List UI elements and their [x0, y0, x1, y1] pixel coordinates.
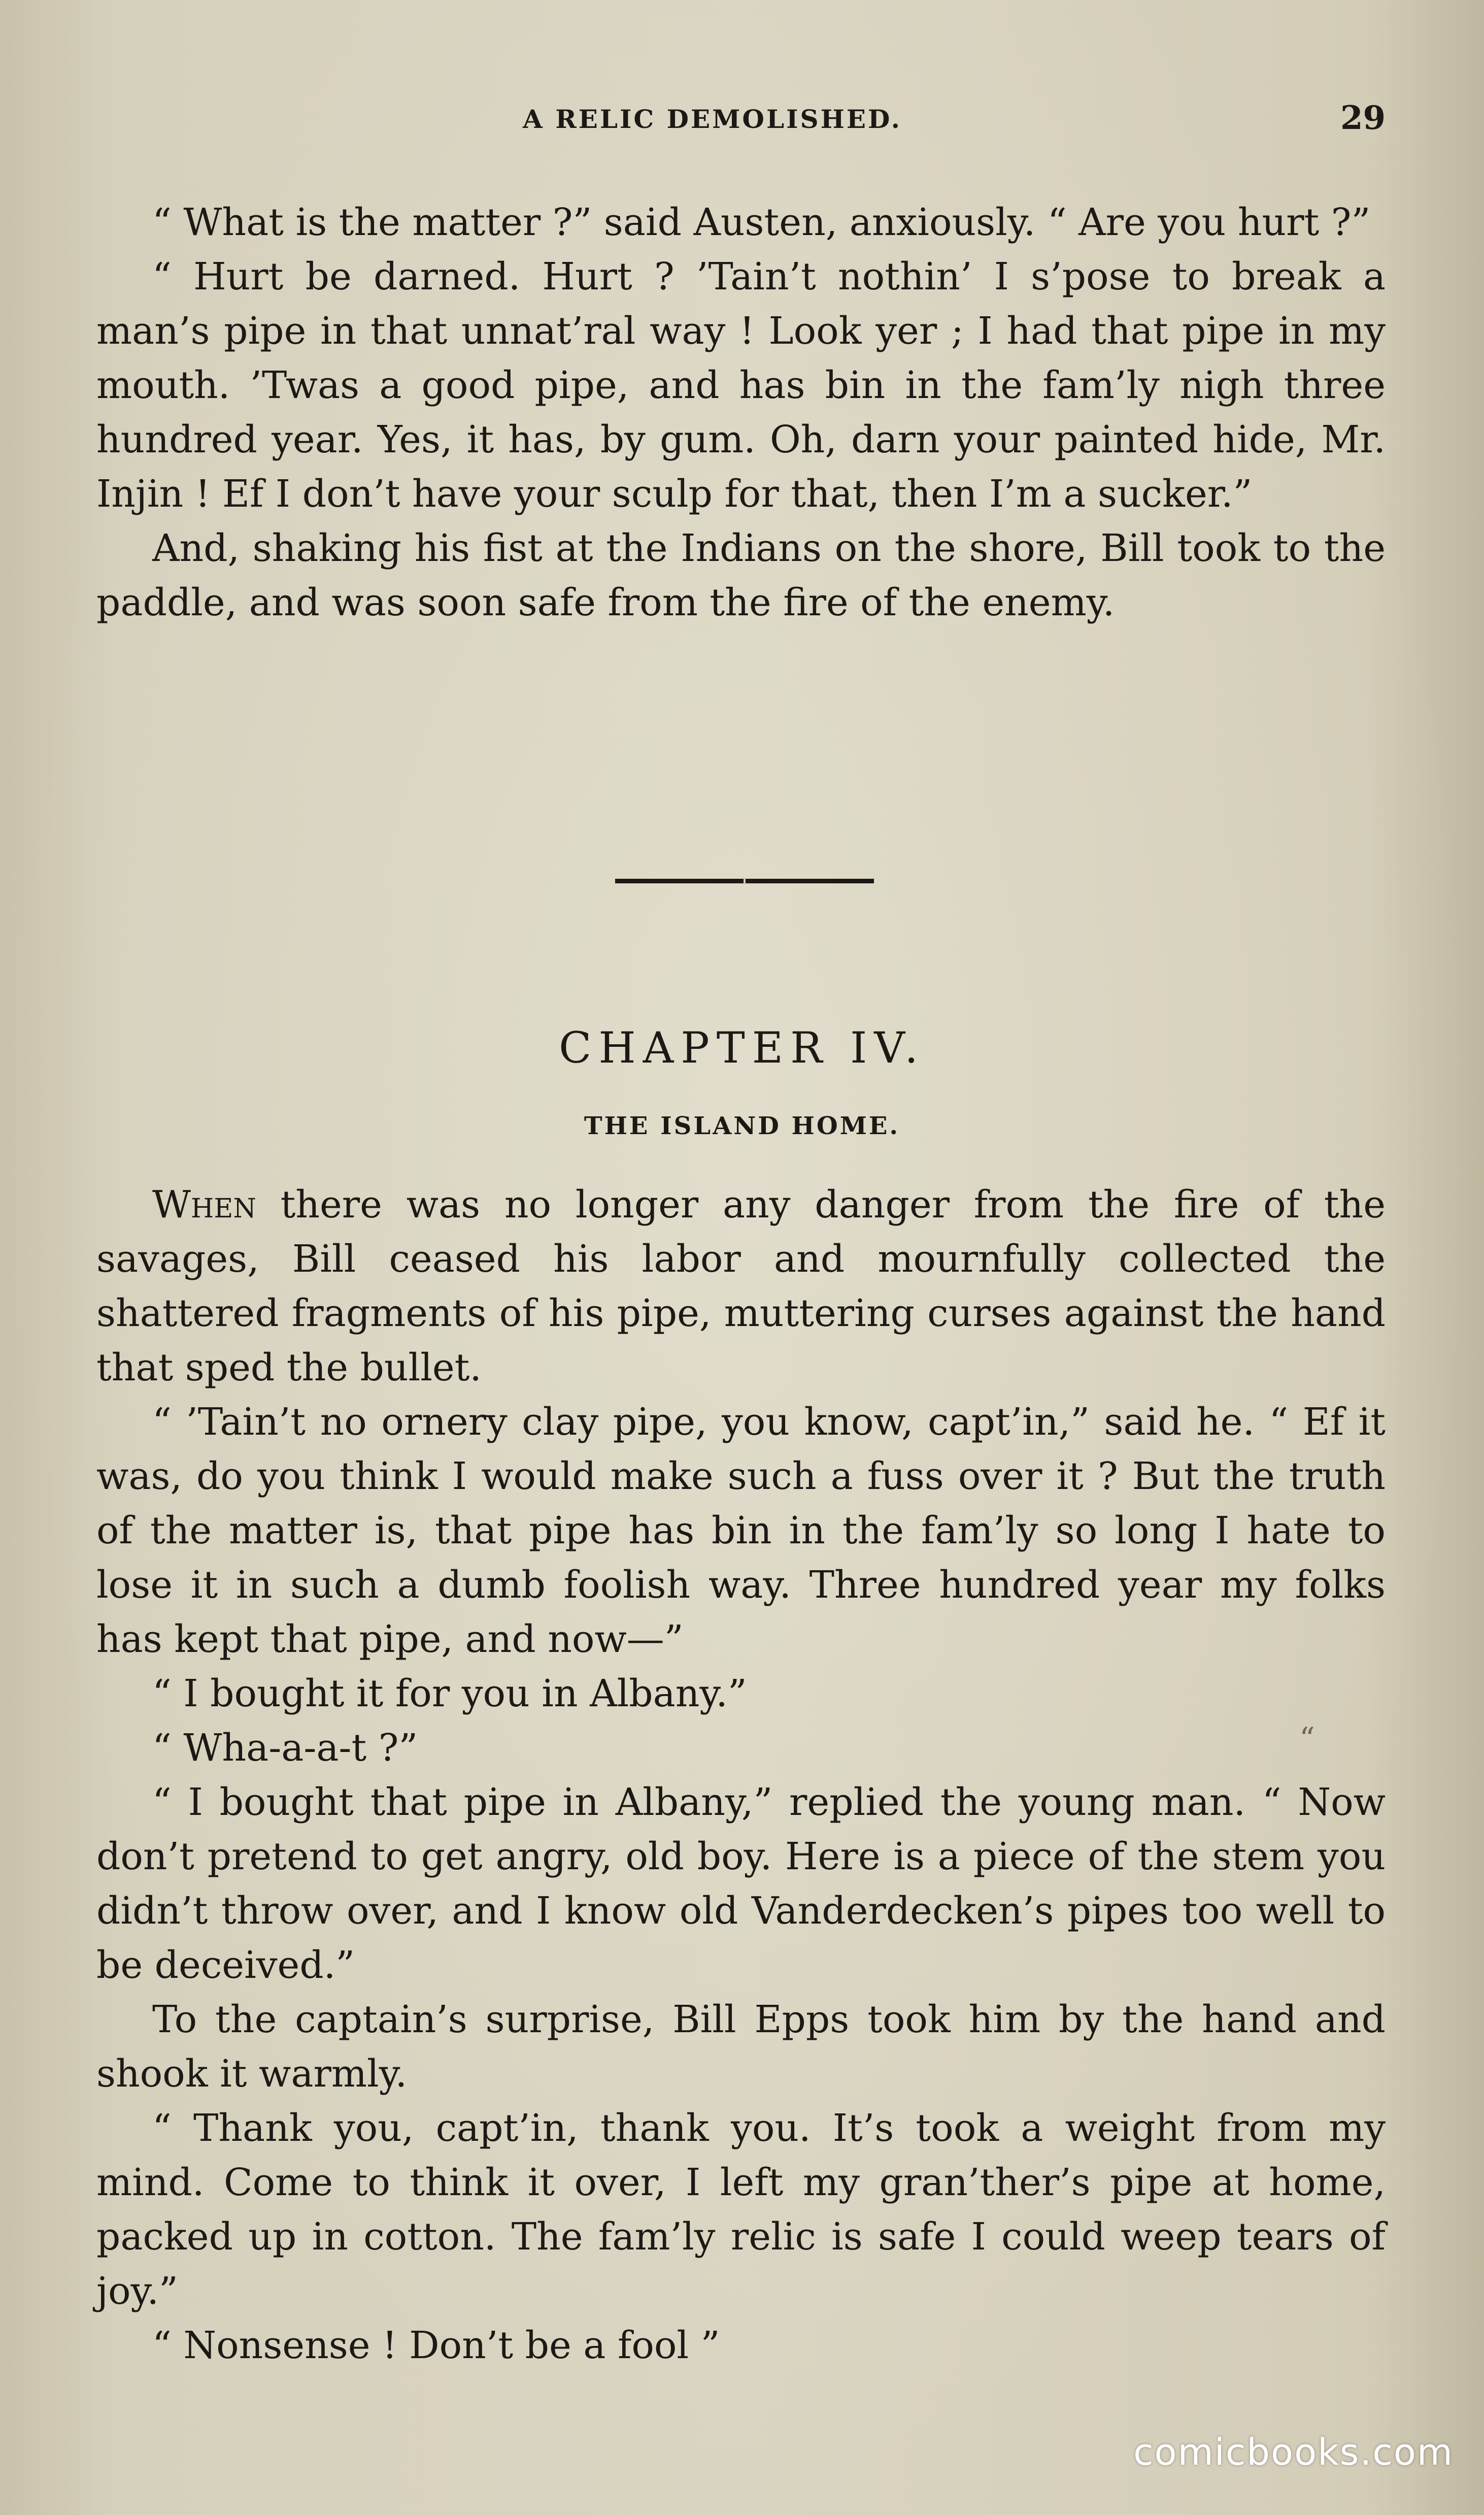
paragraph-first [96, 1178, 1386, 1395]
watermark: comicbooks.com [1133, 2431, 1454, 2473]
chapter-title: CHAPTER IV. [559, 1023, 925, 1073]
paragraph: “ What is the matter ?” said Austen, anxiously. “ Are you hurt ?” [152, 201, 1371, 244]
running-title: A RELIC DEMOLISHED. [523, 104, 902, 134]
page-number: 29 [1340, 99, 1386, 137]
paragraph: “ Wha-a-a-t ?” [152, 1726, 418, 1770]
chapter-text [96, 1178, 1386, 2373]
lead-word: When [152, 1183, 256, 1227]
chapter-subtitle: THE ISLAND HOME. [584, 1112, 900, 1140]
paragraph: “ I bought it for you in Albany.” [152, 1672, 747, 1715]
margin-mark: “ [1299, 1721, 1315, 1757]
paragraph: “ I bought that pipe in Albany,” replied the young man. “ Now don’t pretend to get angry, old boy. Here is a piece of the stem you didn’t throw over, and I know old Vanderdecken’s pipes too well to be deceived.” [96, 1780, 1386, 1987]
paragraph: “ Nonsense ! Don’t be a fool ” [152, 2324, 720, 2367]
opening-text [96, 195, 1386, 630]
paragraph: “ ’Tain’t no ornery clay pipe, you know, capt’in,” said he. “ Ef it was, do you think I would make such a fuss over it ? But the truth of the matter is, that pipe has bin in the fam’ly so long I hate to lose it in such a dumb foolish way. Three hundred year my folks has kept that pipe, and now—” [96, 1400, 1386, 1661]
page-header [96, 99, 1386, 150]
paragraph: And, shaking his fist at the Indians on the shore, Bill took to the paddle, and was soon safe from the fire of the enemy. [96, 526, 1386, 624]
paragraph: “ Hurt be darned. Hurt ? ’Tain’t nothin’ I s’pose to break a man’s pipe in that unnat’ral way ! Look yer ; I had that pipe in my mouth. ’Twas a good pipe, and has bin in the fam’ly nigh three hundred year. Yes, it has, by gum. Oh, darn your painted hide, Mr. Injin ! Ef I don’t have your sculp for that, then I’m a sucker.” [96, 255, 1386, 516]
paragraph: To the captain’s surprise, Bill Epps took him by the hand and shook it warmly. [96, 1998, 1386, 2096]
section-divider [615, 879, 874, 883]
paragraph: “ Thank you, capt’in, thank you. It’s took a weight from my mind. Come to think it over, I left my gran’ther’s pipe at home, packed up in cotton. The fam’ly relic is safe I could weep tears of joy.” [96, 2106, 1386, 2313]
paragraph-text: there was no longer any danger from the fire of the savages, Bill ceased his labor and mournfully collected the shattered fragments of his pipe, muttering curses against the hand that sped the bullet. [96, 1183, 1386, 1389]
